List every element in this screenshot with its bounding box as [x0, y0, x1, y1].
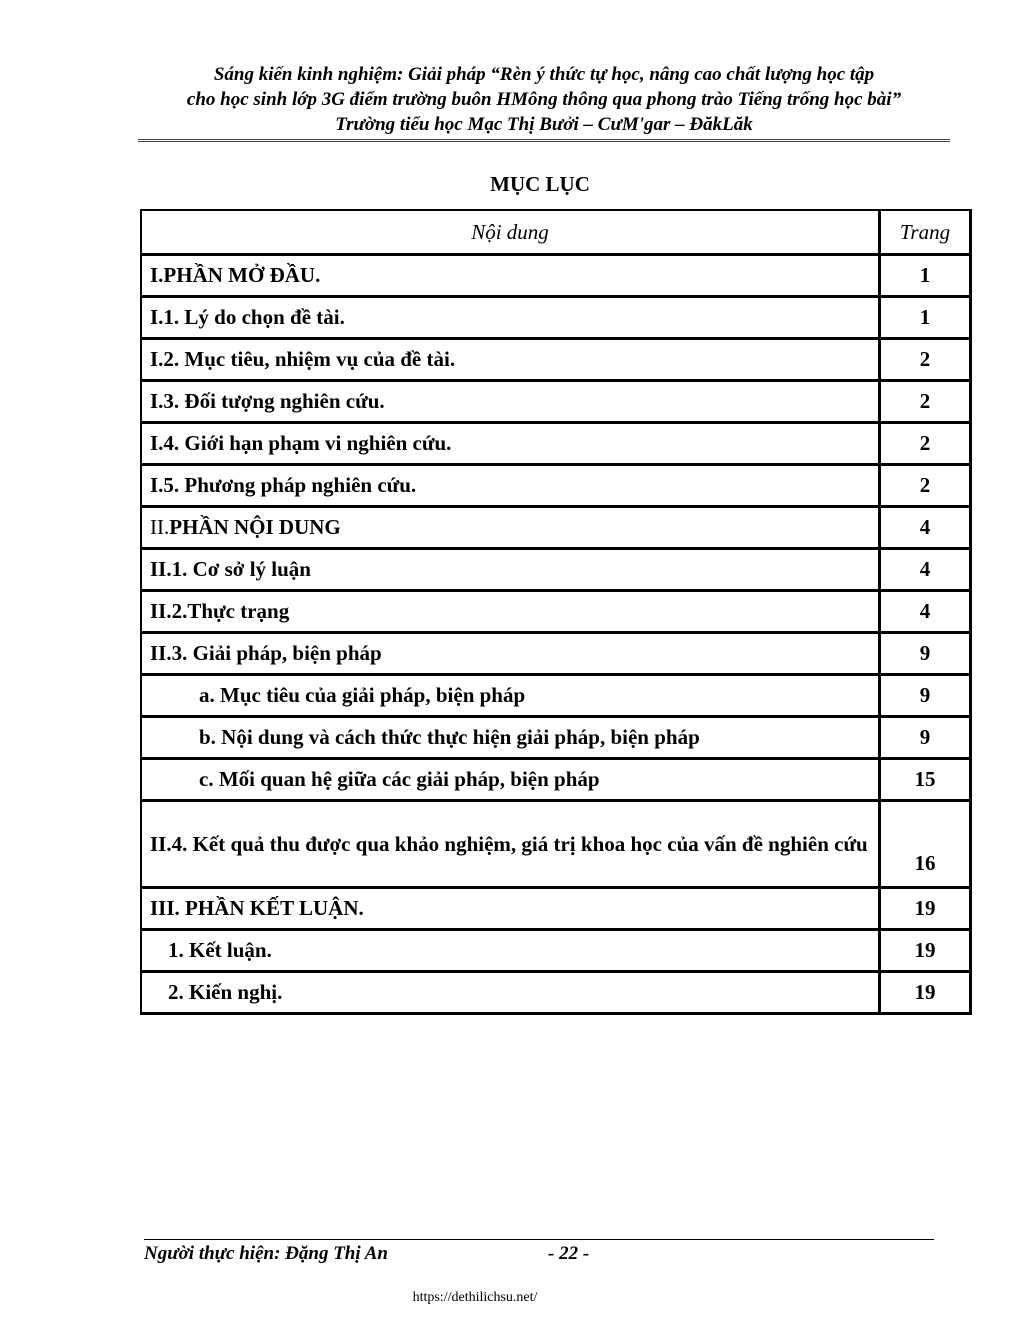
toc-row-label: 2. Kiến nghị. [141, 972, 880, 1014]
toc-row-page: 9 [880, 675, 971, 717]
toc-row [141, 549, 971, 591]
toc-row [141, 423, 971, 465]
toc-row-page: 4 [880, 549, 971, 591]
toc-row [141, 801, 971, 888]
header-line-2: cho học sinh lớp 3G điểm trường buôn HMông thông qua phong trào Tiếng trống học bài” [186, 89, 902, 110]
toc-row [141, 591, 971, 633]
toc-row [141, 297, 971, 339]
header-line-3: Trường tiểu học Mạc Thị Bưởi – CưM'gar – ĐăkLăk [335, 114, 753, 135]
toc-row-label: I.1. Lý do chọn đề tài. [141, 297, 880, 339]
toc-row-label: III. PHẦN KẾT LUẬN. [141, 888, 880, 930]
toc-row [141, 381, 971, 423]
toc-row [141, 888, 971, 930]
toc-row-page: 16 [880, 801, 971, 888]
toc-row-page: 19 [880, 972, 971, 1014]
toc-header-content: Nội dung [141, 210, 880, 255]
toc-row-label: a. Mục tiêu của giải pháp, biện pháp [141, 675, 880, 717]
header-divider [138, 139, 950, 142]
toc-row-label: I.4. Giới hạn phạm vi nghiên cứu. [141, 423, 880, 465]
toc-row-page: 2 [880, 339, 971, 381]
toc-row-label-prefix: II. [150, 515, 170, 539]
toc-row-label: I.2. Mục tiêu, nhiệm vụ của đề tài. [141, 339, 880, 381]
toc-row-page: 4 [880, 591, 971, 633]
toc-row [141, 633, 971, 675]
toc-row-page: 4 [880, 507, 971, 549]
toc-row-label: II.1. Cơ sở lý luận [141, 549, 880, 591]
toc-row-page: 1 [880, 297, 971, 339]
toc-row-page: 2 [880, 465, 971, 507]
toc-row-page: 1 [880, 255, 971, 297]
toc-row-label: II.2.Thực trạng [141, 591, 880, 633]
toc-row-label: II.4. Kết quả thu được qua khảo nghiệm, giá trị khoa học của vấn đề nghiên cứu [141, 801, 880, 888]
toc-row [141, 972, 971, 1014]
source-url: https://dethilichsu.net/ [412, 1290, 538, 1305]
toc-row [141, 675, 971, 717]
toc-row-page: 2 [880, 381, 971, 423]
toc-row [141, 255, 971, 297]
toc-row-page: 2 [880, 423, 971, 465]
toc-row [141, 507, 971, 549]
toc-row-page: 19 [880, 888, 971, 930]
toc-row [141, 717, 971, 759]
toc-row-page: 15 [880, 759, 971, 801]
footer-author: Người thực hiện: Đặng Thị An [144, 1243, 388, 1264]
toc-row-label: c. Mối quan hệ giữa các giải pháp, biện pháp [141, 759, 880, 801]
footer-divider [144, 1239, 934, 1240]
toc-row-page: 19 [880, 930, 971, 972]
footer-page-number: - 22 - [548, 1243, 590, 1264]
toc-header-row [141, 210, 971, 255]
toc-row-label [141, 507, 880, 549]
toc-row-label: I.PHẦN MỞ ĐẦU. [141, 255, 880, 297]
toc-row-page: 9 [880, 633, 971, 675]
toc-row-page: 9 [880, 717, 971, 759]
toc-row-label: I.3. Đối tượng nghiên cứu. [141, 381, 880, 423]
document-header [138, 62, 950, 137]
header-line-1: Sáng kiến kinh nghiệm: Giải pháp “Rèn ý thức tự học, nâng cao chất lượng học tập [213, 64, 875, 85]
toc-row [141, 465, 971, 507]
toc-row [141, 339, 971, 381]
toc-row-label: I.5. Phương pháp nghiên cứu. [141, 465, 880, 507]
toc-table [140, 209, 972, 1015]
toc-row-label: II.3. Giải pháp, biện pháp [141, 633, 880, 675]
toc-row [141, 759, 971, 801]
toc-row-label: b. Nội dung và cách thức thực hiện giải pháp, biện pháp [141, 717, 880, 759]
toc-row-label-text: PHẦN NỘI DUNG [169, 515, 341, 539]
toc-row-label: 1. Kết luận. [141, 930, 880, 972]
toc-row [141, 930, 971, 972]
toc-title: MỤC LỤC [490, 172, 590, 196]
toc-header-page: Trang [880, 210, 971, 255]
